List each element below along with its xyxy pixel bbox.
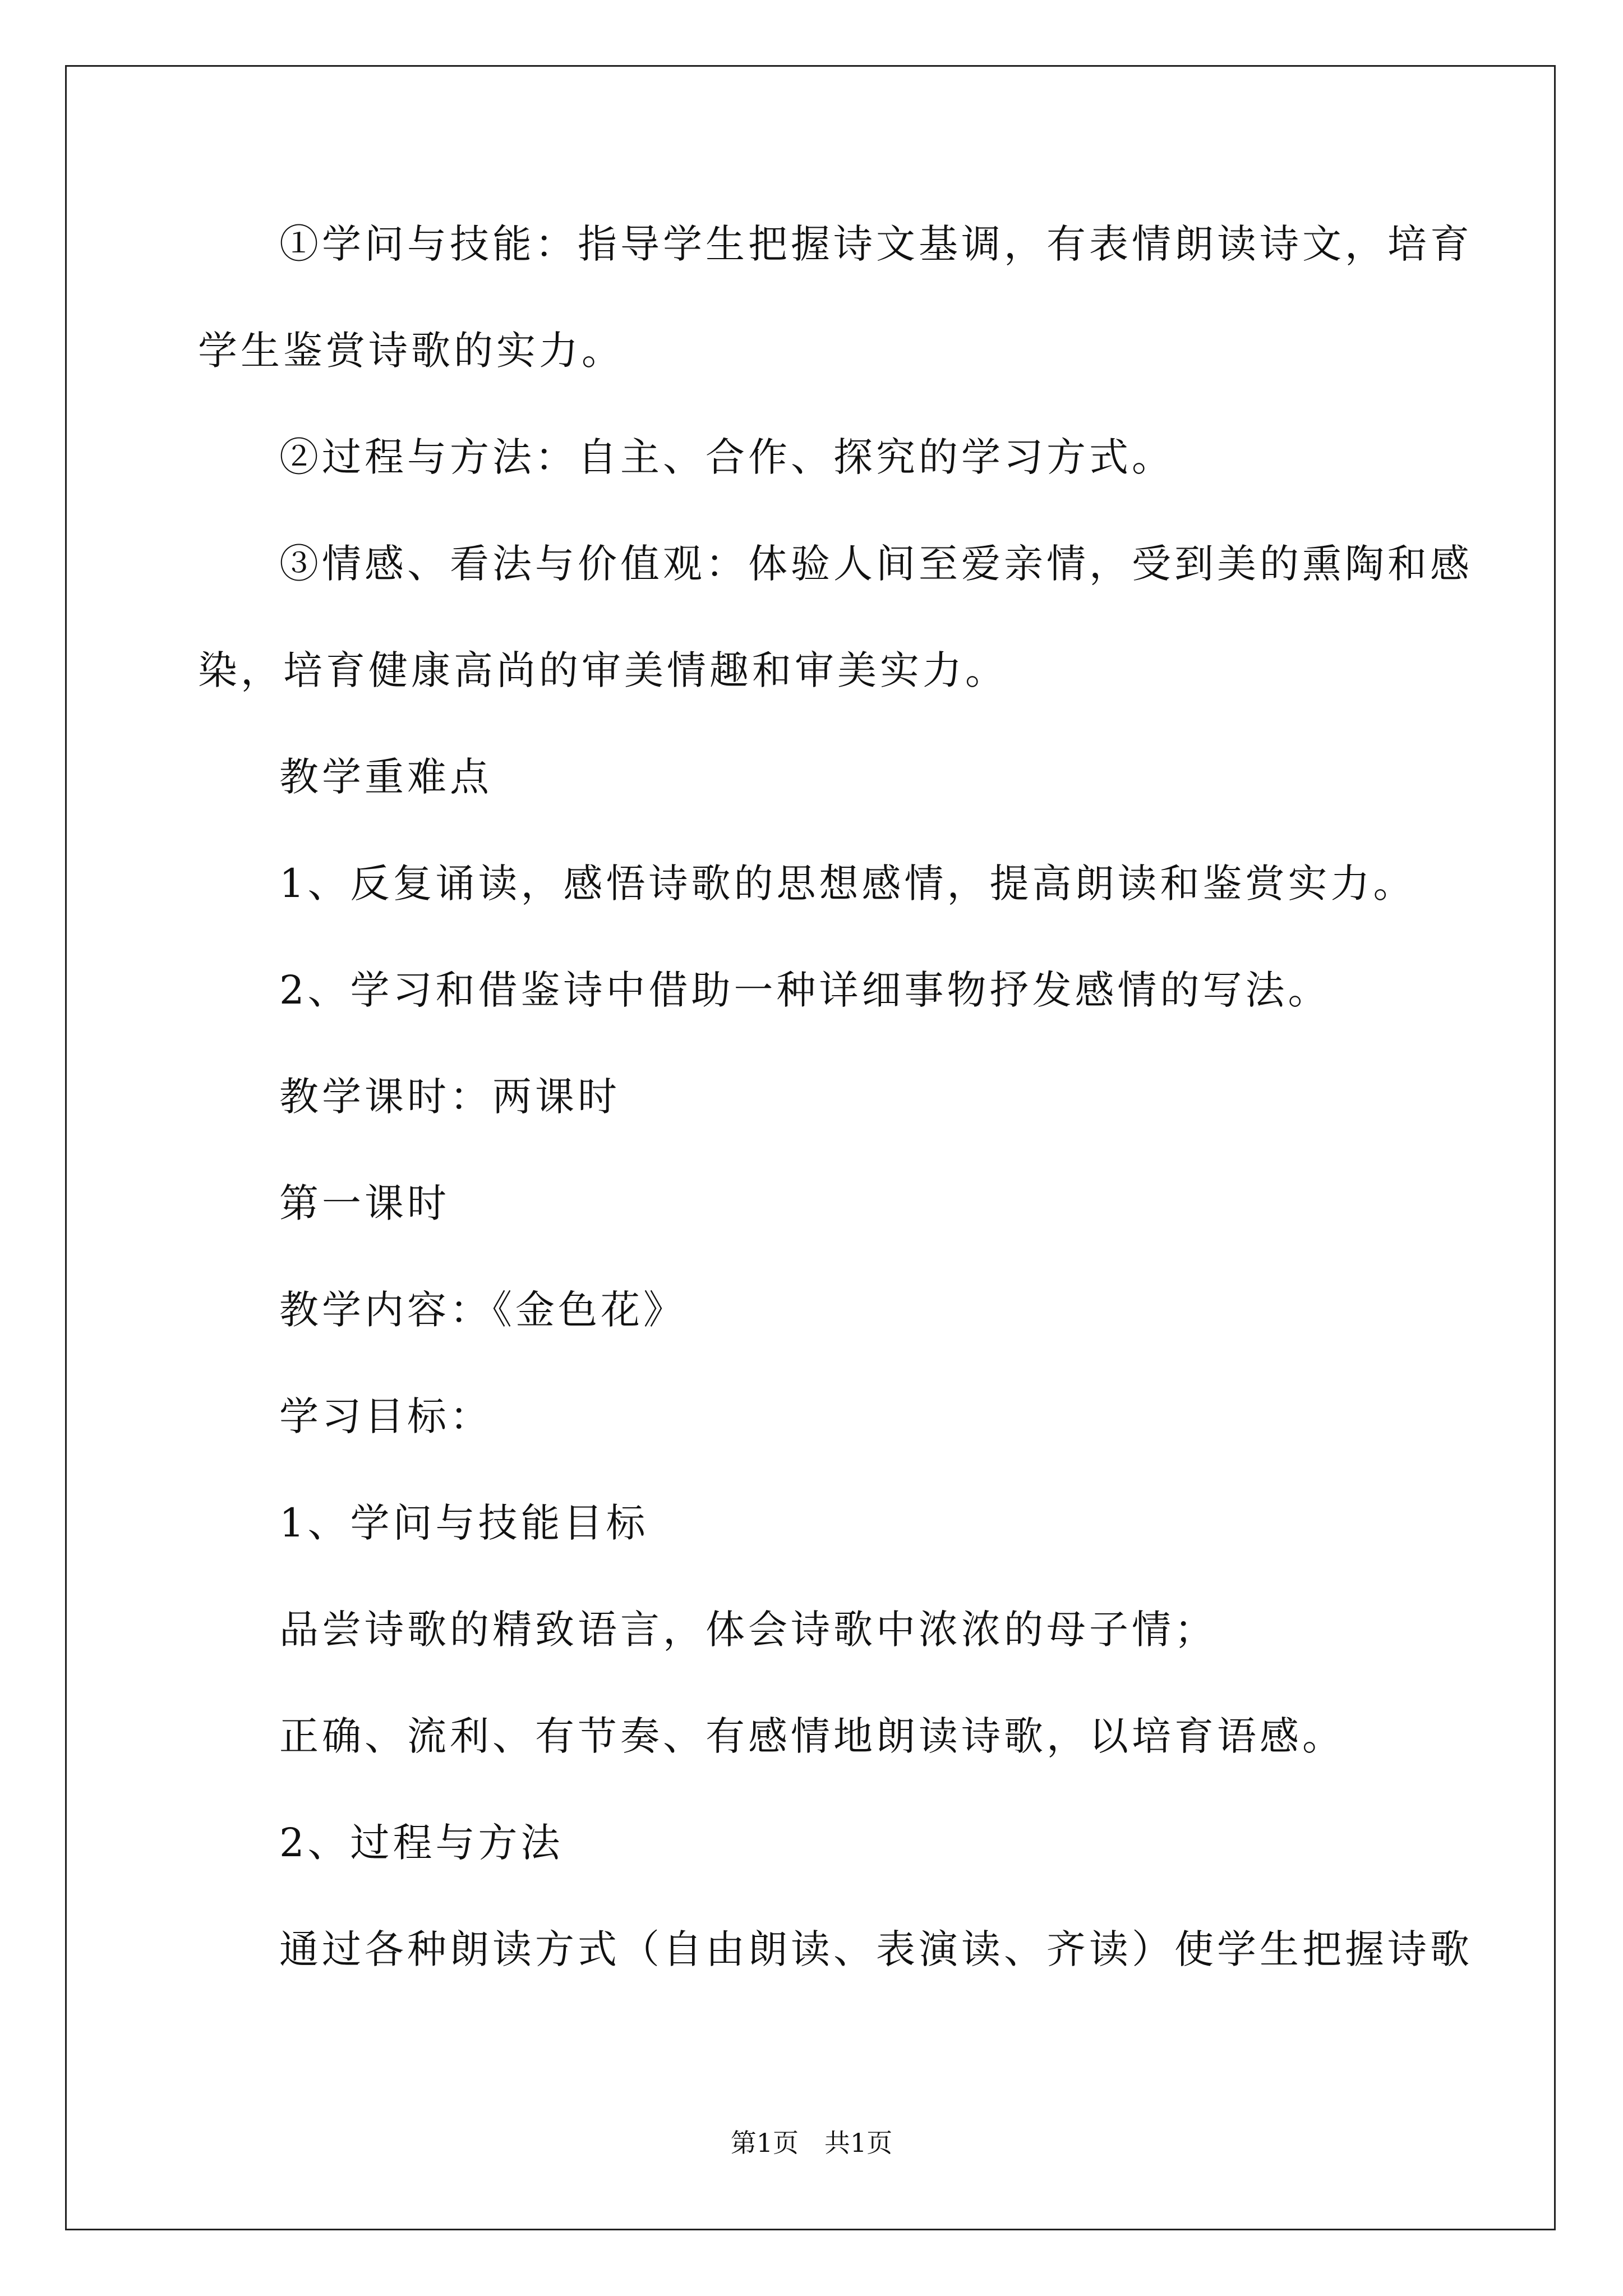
paragraph-line: 正确、流利、有节奏、有感情地朗读诗歌，以培育语感。 — [279, 1713, 1345, 1759]
section-heading: 教学重难点 — [279, 754, 492, 800]
paragraph-line: 教学内容：《金色花》 — [279, 1287, 686, 1333]
paragraph-line: 通过各种朗读方式（自由朗读、表演读、齐读）使学生把握诗歌 — [279, 1926, 1473, 1972]
section-heading: 第一课时 — [279, 1180, 450, 1226]
paragraph-line: ①学问与技能：指导学生把握诗文基调，有表情朗读诗文，培育 — [279, 221, 1473, 267]
paragraph-line: 教学课时：两课时 — [279, 1074, 620, 1120]
paragraph-line: 品尝诗歌的精致语言，体会诗歌中浓浓的母子情； — [279, 1607, 1217, 1653]
paragraph-line: 染，培育健康高尚的审美情趣和审美实力。 — [198, 647, 1008, 693]
paragraph-line: 学习目标： — [279, 1393, 492, 1439]
paragraph-line: 2、学习和借鉴诗中借助一种详细事物抒发感情的写法。 — [279, 967, 1331, 1013]
paragraph-line: ③情感、看法与价值观：体验人间至爱亲情，受到美的熏陶和感 — [279, 541, 1473, 587]
paragraph-line: 学生鉴赏诗歌的实力。 — [198, 328, 624, 374]
page-frame — [65, 65, 1556, 2230]
paragraph-line: 2、过程与方法 — [279, 1820, 564, 1866]
paragraph-line: 1、反复诵读，感悟诗歌的思想感情，提高朗读和鉴赏实力。 — [279, 861, 1416, 907]
page-number-footer: 第1页 共1页 — [730, 2128, 893, 2158]
paragraph-line: ②过程与方法：自主、合作、探究的学习方式。 — [279, 434, 1174, 480]
paragraph-line: 1、学问与技能目标 — [279, 1500, 649, 1546]
